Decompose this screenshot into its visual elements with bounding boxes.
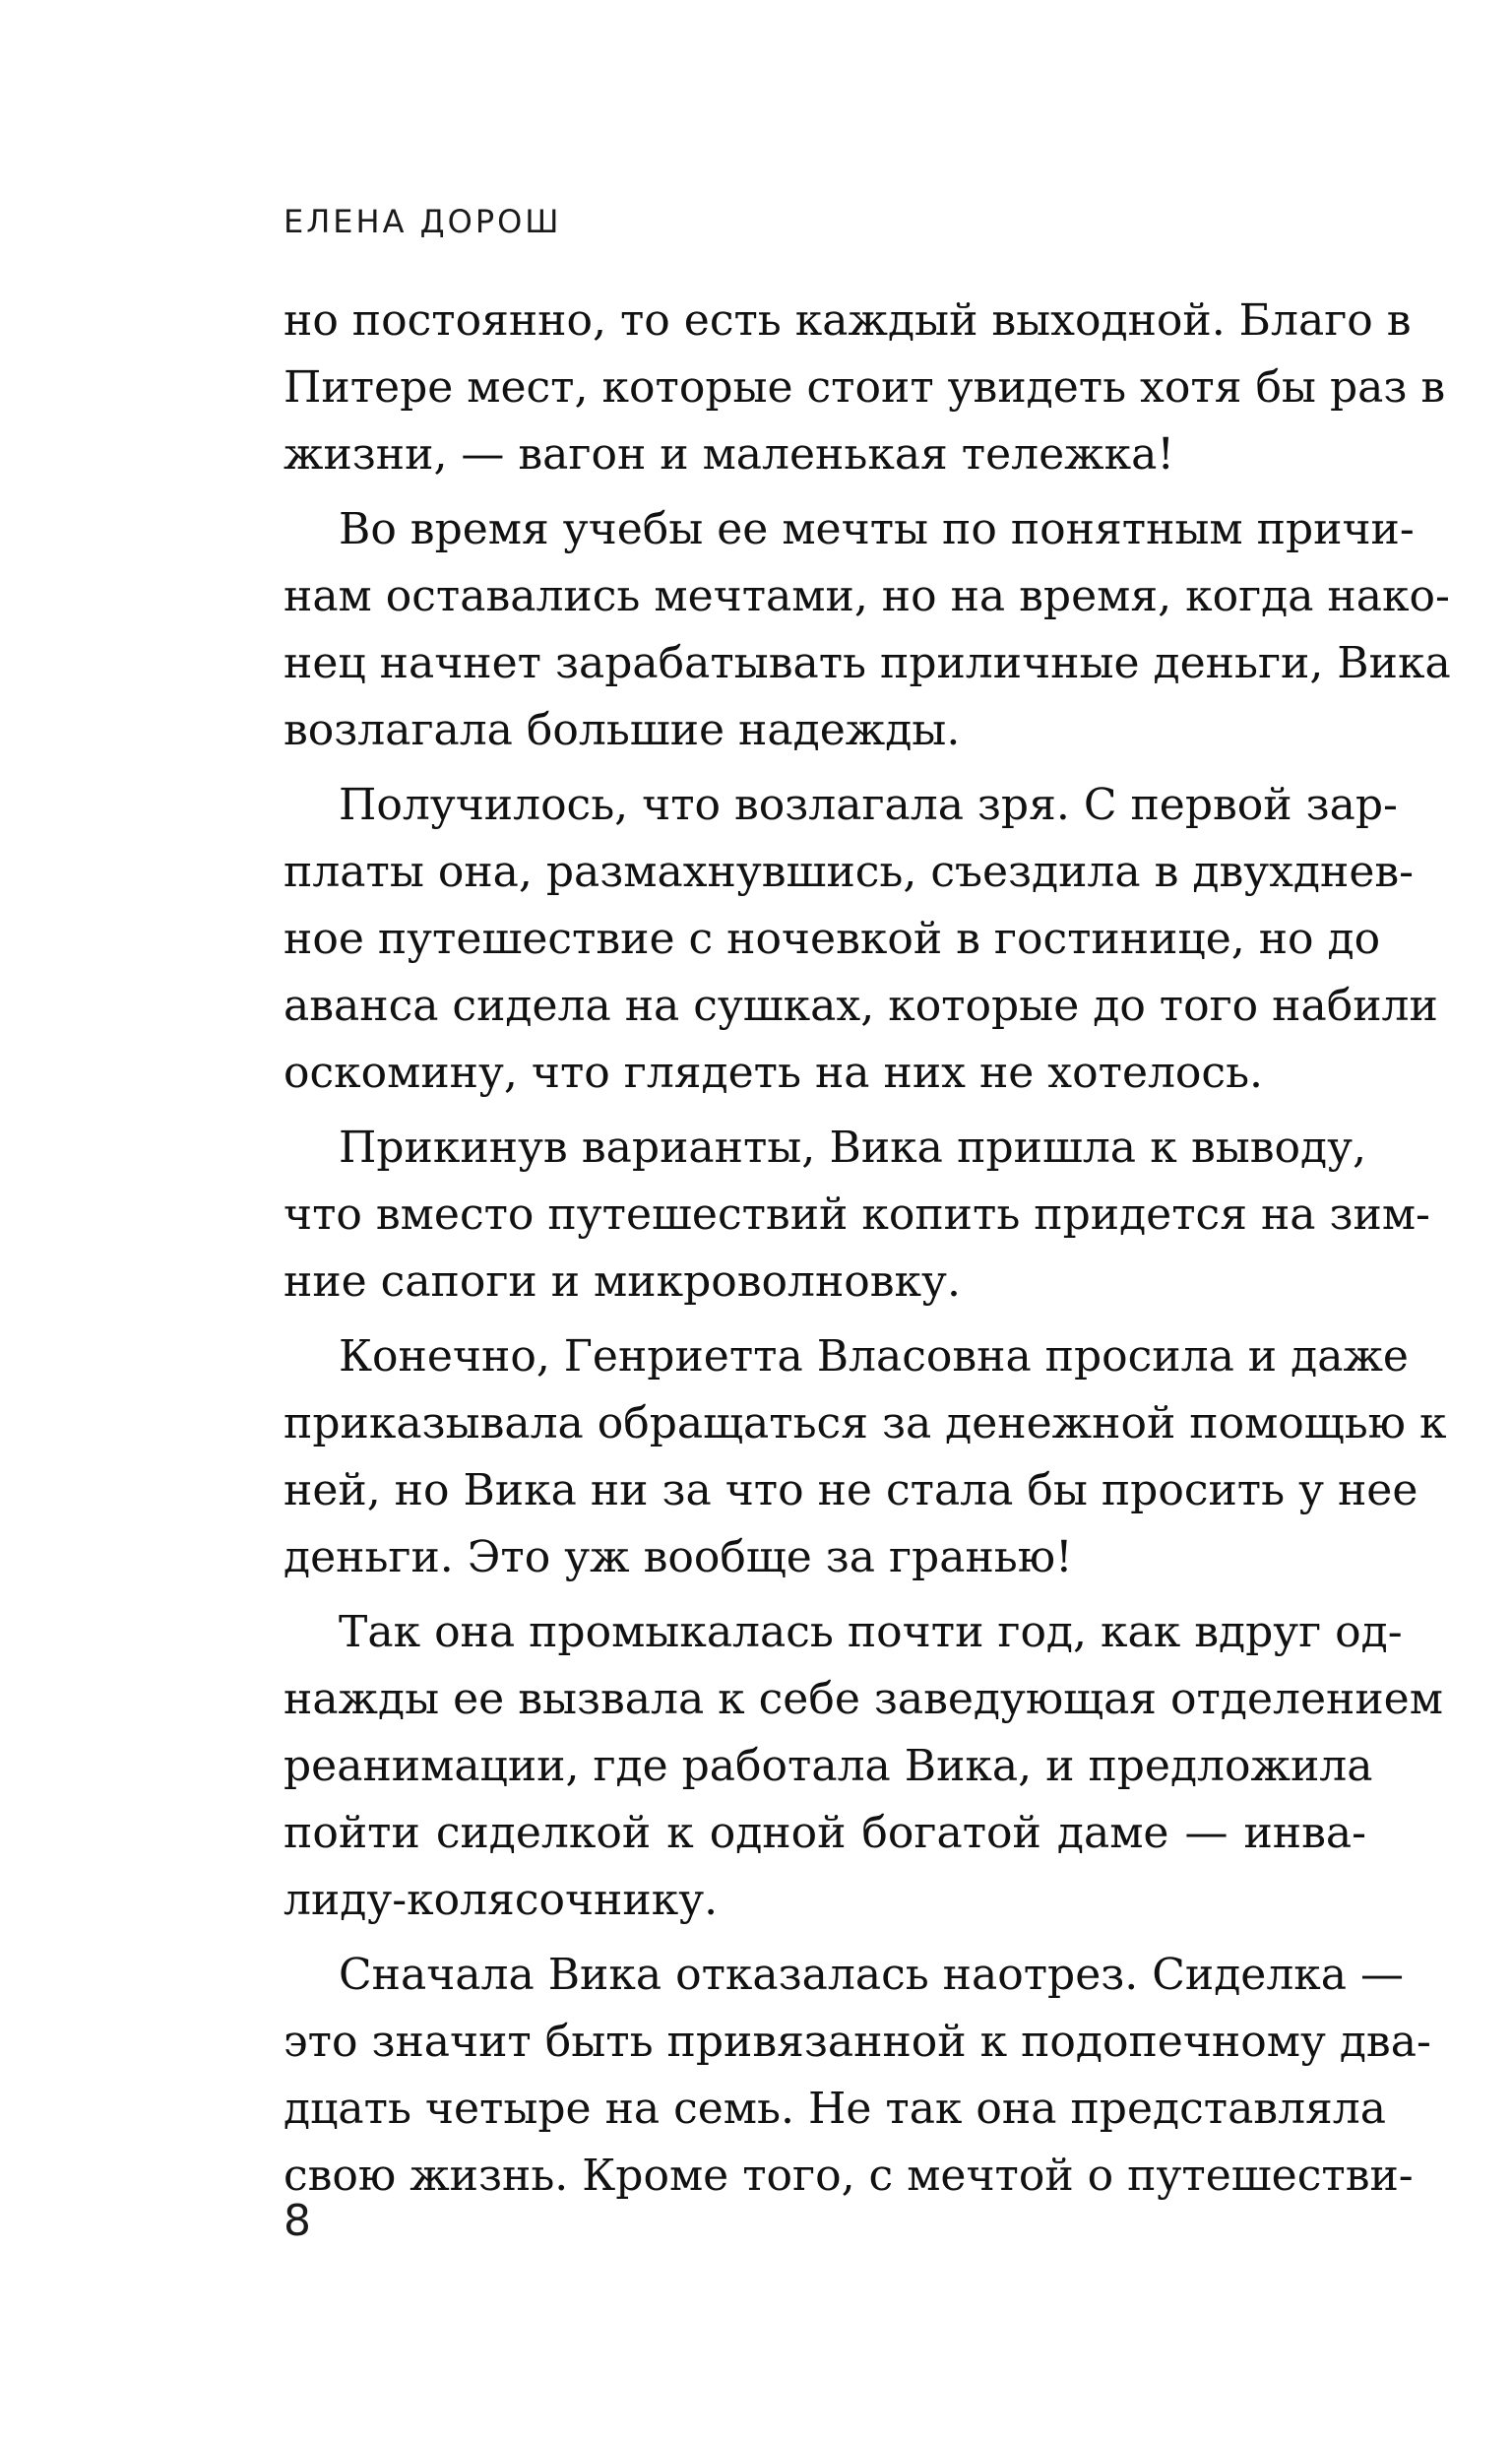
paragraph	[284, 1115, 1430, 1316]
text-line: Конечно, Генриетта Власовна просила и даже	[339, 1331, 1409, 1382]
text-line: приказывала обращаться за денежной помощью к	[284, 1398, 1447, 1448]
paragraph	[284, 288, 1446, 488]
text-line: деньги. Это уж вообще за гранью!	[284, 1532, 1073, 1582]
text-line: но постоянно, то есть каждый выходной. Благо в	[284, 295, 1412, 346]
text-line: пойти сиделкой к одной богатой даме — инва-	[284, 1808, 1366, 1858]
paragraph	[284, 1599, 1443, 1934]
text-line: нам оставались мечтами, но на время, когда нако-	[284, 571, 1450, 621]
paragraph	[284, 772, 1438, 1107]
paragraph	[284, 1323, 1447, 1591]
text-line: дцать четыре на семь. Не так она представляла	[284, 2084, 1386, 2134]
text-line: реанимации, где работала Вика, и предложила	[284, 1741, 1373, 1791]
text-line: аванса сидела на сушках, которые до того набили	[284, 981, 1438, 1031]
text-line: Во время учебы ее мечты по понятным причи-	[339, 504, 1415, 554]
text-line: что вместо путешествий копить придется на зим-	[284, 1189, 1430, 1240]
text-line: Так она промыкалась почти год, как вдруг од-	[339, 1607, 1403, 1657]
text-line: возлагала большие надежды.	[284, 705, 961, 755]
page-number: 8	[284, 2196, 311, 2246]
text-line: ние сапоги и микроволновку.	[284, 1256, 961, 1307]
paragraph	[284, 1942, 1431, 2210]
text-line: ней, но Вика ни за что не стала бы просить у нее	[284, 1465, 1418, 1515]
text-line: это значит быть привязанной к подопечному два-	[284, 2017, 1431, 2067]
text-line: ное путешествие с ночевкой в гостинице, но до	[284, 914, 1381, 964]
running-header-author: ЕЛЕНА ДОРОШ	[284, 203, 562, 240]
body-text	[284, 288, 1451, 2210]
text-line: оскомину, что глядеть на них не хотелось.	[284, 1048, 1264, 1098]
text-line: платы она, размахнувшись, съездила в двухднев-	[284, 847, 1415, 897]
paragraph	[284, 496, 1451, 764]
text-line: Получилось, что возлагала зря. С первой зар-	[339, 780, 1398, 830]
text-line: нажды ее вызвала к себе заведующая отделением	[284, 1674, 1443, 1724]
text-line: свою жизнь. Кроме того, с мечтой о путешестви-	[284, 2151, 1414, 2201]
text-line: лиду-колясочнику.	[284, 1875, 719, 1925]
text-line: жизни, — вагон и маленькая тележка!	[284, 429, 1175, 480]
text-line: нец начнет зарабатывать приличные деньги, Вика	[284, 638, 1451, 688]
text-line: Сначала Вика отказалась наотрез. Сиделка —	[339, 1950, 1405, 2000]
text-line: Прикинув варианты, Вика пришла к выводу,	[339, 1123, 1366, 1173]
text-line: Питере мест, которые стоит увидеть хотя бы раз в	[284, 362, 1446, 413]
